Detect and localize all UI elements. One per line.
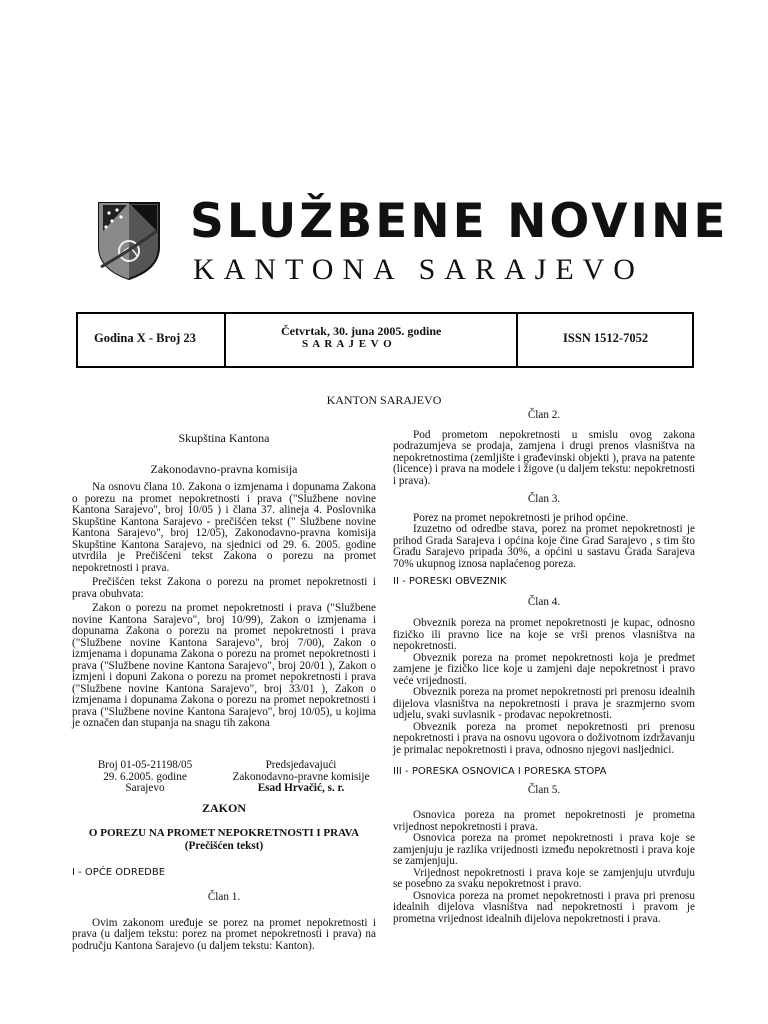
section-heading: III - PORESKA OSNOVICA I PORESKA STOPA — [393, 766, 607, 777]
signatory-name: Esad Hrvačić, s. r. — [257, 782, 345, 794]
article-number: Član 3. — [527, 493, 561, 505]
paragraph: Porez na promet nepokretnosti je prihod općine. — [413, 511, 629, 524]
issn: ISSN 1512-7052 — [563, 331, 649, 345]
paragraph: Obveznik poreza na promet nepokretnosti koja je predmet zamjene je fizičko lice koje u zamjeni daje nepokretnost i pravo veće vrijednosti. — [393, 651, 695, 687]
law-note: (Prečišćen tekst) — [184, 840, 264, 852]
right-column — [393, 410, 695, 925]
paragraph: Obveznik poreza na promet nepokretnosti pri prenosu nepokretnosti i prava na osnovu ugovora o doživotnom izdržavanju je primalac nepokretnosti i prava, odnosno njegovi nasljednici. — [393, 720, 695, 756]
reference-date: 29. 6.2005. godine — [103, 770, 187, 783]
paragraph: Obveznik poreza na promet nepokretnosti je kupac, odnosno fizičko ili pravno lice na koje se vrši prenos vlasništva na nepokretnosti. — [393, 617, 695, 652]
signatory-body: Zakonodavno-pravne komisije — [232, 770, 370, 783]
paragraph: Na osnovu člana 10. Zakona o izmjenama i dopunama Zakona o porezu na promet nepokretnosti i prava ("Službene novine Kantona Sarajevo", broj 10/05 ) i člana 37. alineja 4. Poslovnika Skupštine Kantona Sarajevo - prečišćen tekst (" Službene novine Kantona Sarajevo", broj 12/05), Zakonodavno-pravna komisija Skupštine Kantona Sarajevo, na sjednici od 29. 6. 2005. godine utvrdila je Prečišćeni tekst Zakona o porezu na promet nepokretnosti i prava. — [72, 481, 376, 574]
article-number: Član 1. — [207, 891, 241, 903]
section-heading: II - PORESKI OBVEZNIK — [393, 576, 507, 587]
paragraph: Ovim zakonom uređuje se porez na promet nepokretnosti i prava (u daljem tekstu: porez na promet nepokretnosti i prava) na području Kantona Sarajevo (u daljem tekstu: Kanton). — [72, 916, 376, 952]
law-title: ZAKON — [201, 801, 246, 815]
section-header: KANTON SARAJEVO — [326, 393, 442, 407]
article-number: Član 5. — [527, 783, 561, 796]
signatory-role: Predsjedavajući — [265, 759, 337, 771]
issue-date: Četvrtak, 30. juna 2005. godine — [281, 324, 442, 338]
article-number: Član 2. — [527, 409, 561, 421]
paragraph: Osnovica poreza na promet nepokretnosti je prometna vrijednost nepokretnosti i prava. — [393, 809, 695, 833]
paragraph: Pod prometom nepokretnosti u smislu ovog zakona podrazumjeva se prodaja, zamjena i drugi prenos vlasništva na nepokretnostima (zemljište i građevinski objekti ), prava na patente (licence) i prava na modele i žigove (u daljem tekstu: nepokretnosti i prava). — [393, 428, 695, 487]
canton-coat-of-arms-icon — [97, 201, 161, 281]
article-number: Član 4. — [527, 595, 561, 608]
commission-name: Zakonodavno-pravna komisija — [150, 461, 298, 476]
signature-block — [226, 760, 376, 795]
section-heading: I - OPĆE ODREDBE — [72, 866, 166, 878]
paragraph: Obveznik poreza na promet nepokretnosti pri prenosu idealnih dijelova vlasništva na nepokretnosti i prava je srazmjerno svom udjelu, svaki suvlasnik - prodavac nepokretnosti. — [393, 686, 695, 721]
assembly-name: Skupština Kantona — [178, 431, 270, 445]
paragraph: Zakon o porezu na promet nepokretnosti i prava ("Službene novine Kantona Sarajevo", broj 10/99), Zakon o izmjenama i dopunama Zakona o porezu na promet nepokretnosti i prava ("Službene novine Kantona Sarajevo", broj 7/00), Zakon o izmjenama i dopunama Zakona o porezu na promet nepokretnosti i prava ("Službene novine Kantona Sarajevo", broj 20/01 ), Zakon o izmjeni i dopuni Zakona o porezu na promet nepokretnosti i prava ("Službene novine Kantona Sarajevo", broj 33/01 ), Zakon o izmjenama i dopunama Zakona o porezu na promet nepokretnosti i prava ("Službene novine Kantona Sarajevo", broj 10/05), u kojima je označen dan stupanja na snagu tih zakona — [72, 602, 376, 729]
reference-block — [80, 760, 210, 795]
issue-number: Godina X - Broj 23 — [94, 331, 196, 345]
law-subtitle: O POREZU NA PROMET NEPOKRETNOSTI I PRAVA — [88, 826, 360, 839]
left-column — [72, 433, 376, 730]
paragraph: Osnovica poreza na promet nepokretnosti i prava pri prenosu idealnih dijelova vlasništva nad nepokretnosti i pravom je prometna vrijednost idealnih dijelova nepokretnosti i prava. — [393, 889, 695, 925]
issue-info-bar — [76, 312, 694, 368]
paragraph: Prečišćen tekst Zakona o porezu na promet nepokretnosti i prava obuhvata: — [72, 576, 376, 600]
masthead-title: SLUŽBENE NOVINE — [190, 194, 729, 249]
reference-place: Sarajevo — [125, 782, 165, 794]
paragraph: Osnovica poreza na promet nepokretnosti i prava koje se zamjenjuju je razlika vrijednosti između nepokretnosti i prava koje se zamjenjuju. — [393, 832, 695, 867]
masthead-subtitle: KANTONA SARAJEVO — [193, 253, 644, 286]
paragraph: Vrijednost nepokretnosti i prava koje se zamjenjuju utvrđuju se posebno za svaku nepokretnost i pravo. — [393, 866, 695, 890]
law-title-block — [72, 803, 376, 952]
paragraph: Izuzetno od odredbe stava, porez na promet nepokretnosti je prihod Grada Sarajeva i općina koje čine Grad Sarajevo , s tim što Gradu Sarajevo pripada 30%, a općini u sastavu Grada Sarajeva 70% ukupnog iznosa naplaćenog poreza. — [393, 523, 695, 570]
issue-city: S A R A J E V O — [302, 338, 393, 350]
reference-number: Broj 01-05-21198/05 — [97, 759, 193, 771]
